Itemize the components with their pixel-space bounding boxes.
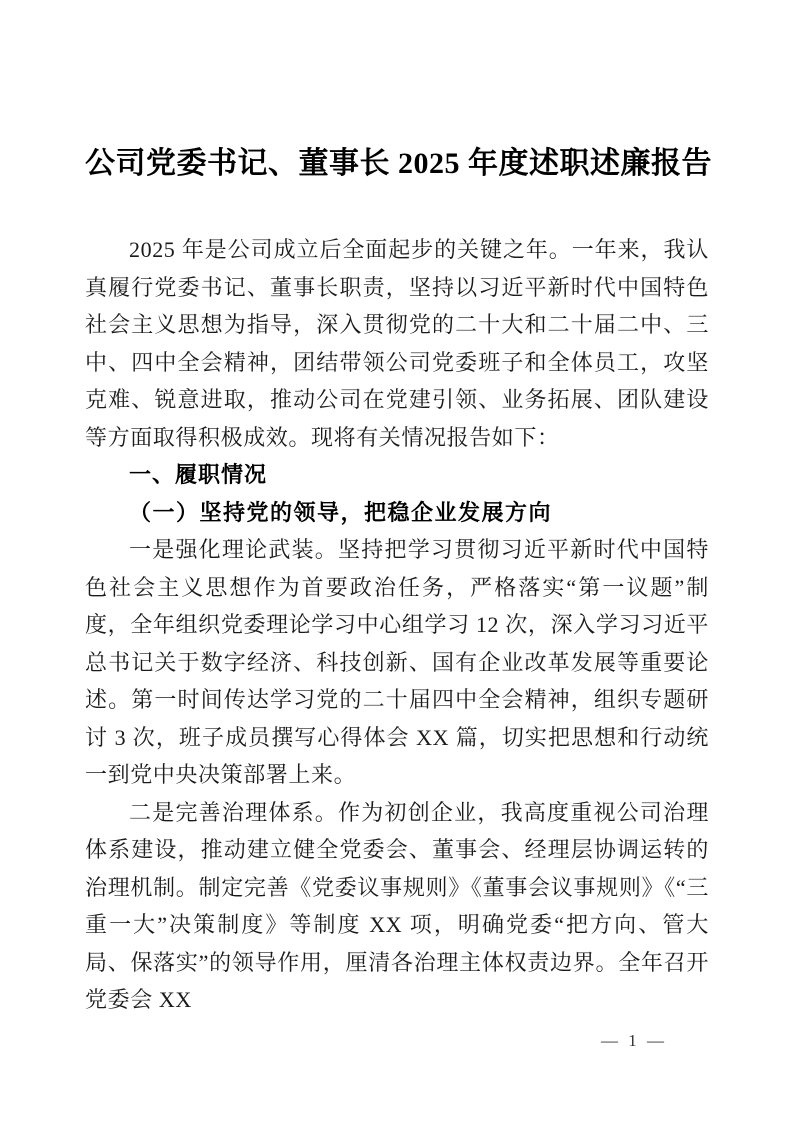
section-heading-performance: 一、履职情况	[129, 462, 268, 487]
intro-paragraph: 2025 年是公司成立后全面起步的关键之年。一年来，我认真履行党委书记、董事长职责，坚持以习近平新时代中国特色社会主义思想为指导，深入贯彻党的二十大和二十届二中、三中、四中全会精神，团结带领公司党委班子和全体员工，攻坚克难、锐意进取，推动公司在党建引领、业务拓展、团队建设等方面取得积极成效。现将有关情况报告如下：	[85, 237, 709, 450]
page-number: — 1 —	[601, 1031, 667, 1050]
document-title: 公司党委书记、董事长 2025 年度述职述廉报告	[85, 147, 712, 180]
document-body	[85, 143, 712, 1019]
body-paragraph-governance: 二是完善治理体系。作为初创企业，我高度重视公司治理体系建设，推动建立健全党委会、董事会、经理层协调运转的治理机制。制定完善《党委议事规则》《董事会议事规则》《“三重一大”决策制度》等制度 XX 项，明确党委“把方向、管大局、保落实”的领导作用，厘清各治理主体权责边界。全年召开党委会 XX	[85, 799, 709, 1012]
body-paragraph-theory: 一是强化理论武装。坚持把学习贯彻习近平新时代中国特色社会主义思想作为首要政治任务，严格落实“第一议题”制度，全年组织党委理论学习中心组学习 12 次，深入学习习近平总书记关于数字经济、科技创新、国有企业改革发展等重要论述。第一时间传达学习党的二十届四中全会精神，组织专题研讨 3 次，班子成员撰写心得体会 XX 篇，切实把思想和行动统一到党中央决策部署上来。	[85, 537, 709, 787]
sub-heading-party-leadership: （一）坚持党的领导，把稳企业发展方向	[129, 499, 553, 525]
